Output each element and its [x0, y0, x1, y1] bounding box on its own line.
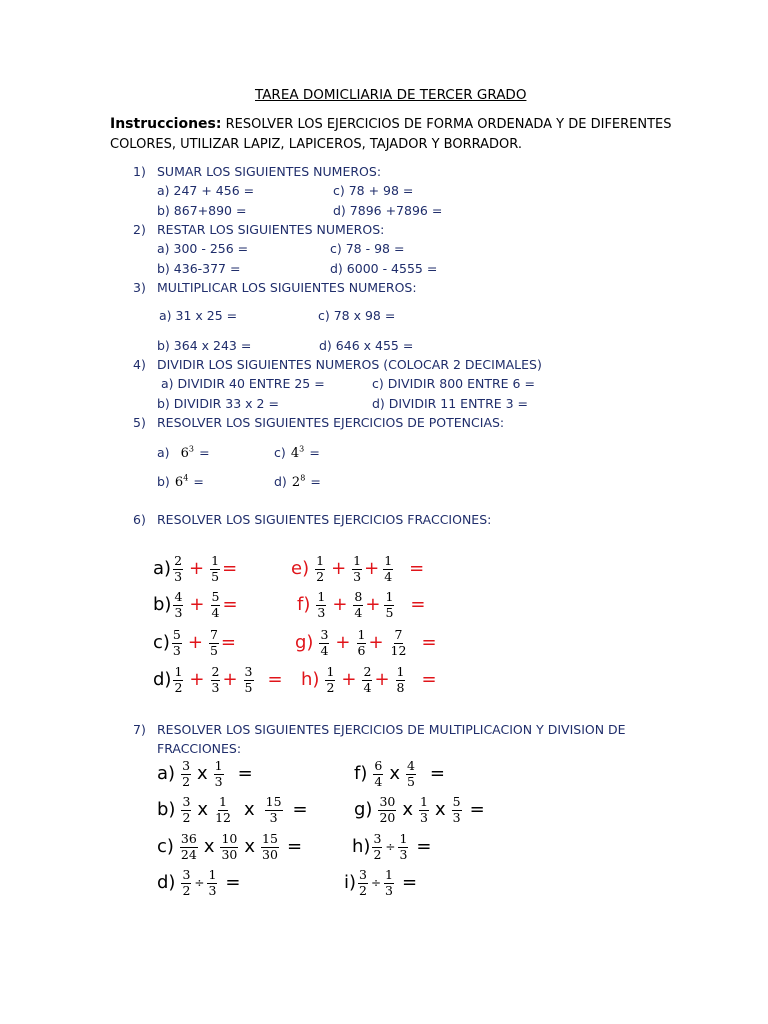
instructions-label: Instrucciones: [110, 116, 222, 132]
section-3-title: MULTIPLICAR LOS SIGUIENTES NUMEROS: [157, 280, 417, 295]
fraction-exercise-6g [295, 629, 437, 657]
divide-sign: ÷ [385, 840, 396, 854]
exercise-5b-label: b) [157, 474, 170, 489]
instructions-text-1: RESOLVER LOS EJERCICIOS DE FORMA ORDENADA Y DE DIFERENTES [225, 117, 672, 132]
fraction-exercise-7c [157, 833, 302, 861]
exercise-5a [157, 442, 210, 461]
section-5-number: 5) [133, 415, 146, 430]
times-sign: x [203, 836, 215, 857]
fraction-7a-2: $\frac{1}{3}$ [214, 758, 223, 789]
plus-sign: + [364, 558, 380, 579]
section-7-number: 7) [133, 722, 146, 737]
exercise-3c: c) 78 x 98 = [318, 308, 396, 323]
fraction-6a-2: $\frac{1}{5}$ [211, 553, 220, 584]
times-sign: x [197, 763, 208, 784]
section-6-number: 6) [133, 512, 146, 527]
exercise-4d: d) DIVIDIR 11 ENTRE 3 = [372, 396, 529, 411]
plus-sign: + [331, 558, 347, 579]
times-sign: x [243, 799, 255, 820]
fraction-7c-label: c) [157, 836, 174, 857]
fraction-exercise-6f [297, 591, 426, 619]
equals-sign: = [225, 872, 241, 893]
fraction-7d-2: $\frac{1}{3}$ [208, 867, 217, 898]
exercise-5a-power: $6^3$ [180, 444, 195, 461]
fraction-7b-1: $\frac{3}{2}$ [182, 794, 191, 825]
fraction-6h-3: $\frac{1}{8}$ [396, 664, 405, 695]
fraction-6e-2: $\frac{1}{3}$ [353, 553, 362, 584]
plus-sign: + [341, 669, 357, 690]
fraction-exercise-6a [153, 555, 237, 583]
equals-sign: = [267, 669, 283, 690]
exercise-4c: c) DIVIDIR 800 ENTRE 6 = [372, 376, 535, 391]
times-sign: x [244, 836, 256, 857]
plus-sign: + [189, 669, 205, 690]
exercise-4a: a) DIVIDIR 40 ENTRE 25 = [161, 376, 325, 391]
equals-sign: = [409, 558, 425, 579]
instructions-line-1 [110, 113, 672, 136]
section-1-number: 1) [133, 164, 146, 179]
fraction-6f-label: f) [297, 594, 311, 615]
exercise-2a: a) 300 - 256 = [157, 241, 249, 256]
exercise-5a-equals: = [199, 445, 210, 460]
fraction-6b-label: b) [153, 594, 172, 615]
exercise-2d: d) 6000 - 4555 = [330, 261, 438, 276]
fraction-7f-1: $\frac{6}{4}$ [374, 758, 383, 789]
exercise-5b [157, 471, 204, 490]
section-4-title: DIVIDIR LOS SIGUIENTES NUMEROS (COLOCAR 2 DECIMALES) [157, 357, 542, 372]
exercise-5d-equals: = [310, 474, 321, 489]
fraction-6e-3: $\frac{1}{4}$ [384, 553, 393, 584]
equals-sign: = [222, 594, 238, 615]
fraction-6b-2: $\frac{5}{4}$ [211, 589, 220, 620]
fraction-exercise-7f [354, 760, 445, 788]
fraction-exercise-6d [153, 666, 283, 694]
fraction-7d-label: d) [157, 872, 176, 893]
fraction-7b-2: $\frac{1}{12}$ [215, 794, 231, 825]
equals-sign: = [469, 799, 485, 820]
fraction-7c-3: $\frac{15}{30}$ [262, 831, 278, 862]
fraction-7h-2: $\frac{1}{3}$ [399, 831, 408, 862]
exercise-5a-label: a) [157, 445, 170, 460]
plus-sign: + [374, 669, 390, 690]
section-2-title: RESTAR LOS SIGUIENTES NUMEROS: [157, 222, 385, 237]
fraction-6f-3: $\frac{1}{5}$ [385, 589, 394, 620]
fraction-exercise-7g [354, 796, 485, 824]
exercise-5c-label: c) [274, 445, 286, 460]
fraction-7c-1: $\frac{36}{24}$ [180, 831, 197, 862]
plus-sign: + [222, 669, 238, 690]
times-sign: x [434, 799, 446, 820]
equals-sign: = [429, 763, 446, 784]
fraction-6h-2: $\frac{2}{4}$ [363, 664, 372, 695]
fraction-7f-label: f) [354, 763, 368, 784]
fraction-6d-1: $\frac{1}{2}$ [174, 664, 183, 695]
fraction-7f-2: $\frac{4}{5}$ [406, 758, 415, 789]
exercise-5d [274, 471, 321, 490]
divide-sign: ÷ [370, 876, 382, 890]
fraction-7b-label: b) [157, 799, 176, 820]
exercise-2b: b) 436-377 = [157, 261, 241, 276]
equals-sign: = [416, 836, 432, 857]
fraction-7d-1: $\frac{3}{2}$ [182, 867, 191, 898]
fraction-6d-3: $\frac{3}{5}$ [244, 664, 253, 695]
plus-sign: + [189, 558, 205, 579]
equals-sign: = [410, 594, 426, 615]
fraction-6a-label: a) [153, 558, 172, 579]
fraction-6h-label: h) [301, 669, 320, 690]
fraction-6g-3: $\frac{7}{12}$ [390, 627, 407, 658]
fraction-6c-1: $\frac{5}{3}$ [172, 627, 181, 658]
plus-sign: + [335, 632, 351, 653]
fraction-6b-1: $\frac{4}{3}$ [174, 589, 183, 620]
equals-sign: = [237, 763, 253, 784]
fraction-7i-label: i) [344, 872, 357, 893]
exercise-3d: d) 646 x 455 = [319, 338, 414, 353]
equals-sign: = [220, 632, 237, 653]
section-1-title: SUMAR LOS SIGUIENTES NUMEROS: [157, 164, 382, 179]
fraction-exercise-7a [157, 760, 253, 788]
fraction-7g-2: $\frac{1}{3}$ [420, 794, 428, 825]
fraction-7h-1: $\frac{3}{2}$ [373, 831, 382, 862]
exercise-3b: b) 364 x 243 = [157, 338, 252, 353]
times-sign: x [389, 763, 400, 784]
section-6-title: RESOLVER LOS SIGUIENTES EJERCICIOS FRACCIONES: [157, 512, 492, 527]
section-7-title-line-1: RESOLVER LOS SIGUIENTES EJERCICIOS DE MULTIPLICACION Y DIVISION DE [157, 722, 626, 737]
fraction-6a-1: $\frac{2}{3}$ [174, 553, 183, 584]
equals-sign: = [402, 872, 418, 893]
fraction-6g-label: g) [295, 632, 314, 653]
fraction-7i-2: $\frac{1}{3}$ [385, 867, 393, 898]
section-3-number: 3) [133, 280, 146, 295]
plus-sign: + [189, 594, 205, 615]
equals-sign: = [286, 836, 303, 857]
exercise-2c: c) 78 - 98 = [330, 241, 405, 256]
fraction-7a-1: $\frac{3}{2}$ [182, 758, 191, 789]
fraction-7g-1: $\frac{30}{20}$ [379, 794, 396, 825]
fraction-exercise-7i [344, 869, 417, 897]
exercise-5c-power: $4^3$ [290, 444, 305, 461]
section-7-title-line-2: FRACCIONES: [157, 741, 242, 756]
exercise-4b: b) DIVIDIR 33 x 2 = [157, 396, 279, 411]
fraction-6c-label: c) [153, 632, 170, 653]
fraction-exercise-6e [291, 555, 424, 583]
fraction-7b-3: $\frac{15}{3}$ [265, 794, 282, 825]
plus-sign: + [368, 632, 384, 653]
exercise-5b-equals: = [193, 474, 204, 489]
fraction-6c-2: $\frac{7}{5}$ [209, 627, 218, 658]
fraction-exercise-7h [352, 833, 432, 861]
fraction-exercise-7d [157, 869, 241, 897]
fraction-7g-3: $\frac{5}{3}$ [452, 794, 461, 825]
exercise-5d-label: d) [274, 474, 287, 489]
fraction-7h-label: h) [352, 836, 371, 857]
equals-sign: = [292, 799, 308, 820]
exercise-3a: a) 31 x 25 = [159, 308, 238, 323]
fraction-6e-label: e) [291, 558, 310, 579]
fraction-6d-label: d) [153, 669, 172, 690]
exercise-5b-power: $6^4$ [174, 473, 189, 490]
fraction-6g-1: $\frac{3}{4}$ [320, 627, 329, 658]
fraction-6d-2: $\frac{2}{3}$ [211, 664, 220, 695]
fraction-7i-1: $\frac{3}{2}$ [359, 867, 367, 898]
equals-sign: = [222, 558, 238, 579]
exercise-5d-power: $2^8$ [291, 473, 306, 490]
fraction-6e-1: $\frac{1}{2}$ [316, 553, 325, 584]
times-sign: x [402, 799, 414, 820]
exercise-5c [274, 442, 320, 461]
fraction-6h-1: $\frac{1}{2}$ [326, 664, 335, 695]
equals-sign: = [421, 669, 437, 690]
plus-sign: + [332, 594, 348, 615]
plus-sign: + [365, 594, 381, 615]
exercise-1b: b) 867+890 = [157, 203, 247, 218]
fraction-6g-2: $\frac{1}{6}$ [357, 627, 366, 658]
fraction-exercise-7b [157, 796, 308, 824]
section-5-title: RESOLVER LOS SIGUIENTES EJERCICIOS DE POTENCIAS: [157, 415, 505, 430]
page-title: TAREA DOMICLIARIA DE TERCER GRADO [255, 87, 527, 103]
times-sign: x [197, 799, 209, 820]
exercise-5c-equals: = [309, 445, 320, 460]
fraction-exercise-6h [301, 666, 437, 694]
fraction-6f-2: $\frac{8}{4}$ [354, 589, 363, 620]
fraction-exercise-6b [153, 591, 238, 619]
equals-sign: = [421, 632, 437, 653]
exercise-1a: a) 247 + 456 = [157, 183, 255, 198]
plus-sign: + [187, 632, 203, 653]
fraction-exercise-6c [153, 629, 236, 657]
fraction-7c-2: $\frac{10}{30}$ [221, 831, 238, 862]
fraction-7g-label: g) [354, 799, 373, 820]
exercise-1d: d) 7896 +7896 = [333, 203, 443, 218]
divide-sign: ÷ [194, 876, 205, 890]
section-2-number: 2) [133, 222, 146, 237]
section-4-number: 4) [133, 357, 146, 372]
exercise-1c: c) 78 + 98 = [333, 183, 414, 198]
fraction-6f-1: $\frac{1}{3}$ [317, 589, 326, 620]
fraction-7a-label: a) [157, 763, 176, 784]
instructions-text-2: COLORES, UTILIZAR LAPIZ, LAPICEROS, TAJADOR Y BORRADOR. [110, 137, 522, 152]
